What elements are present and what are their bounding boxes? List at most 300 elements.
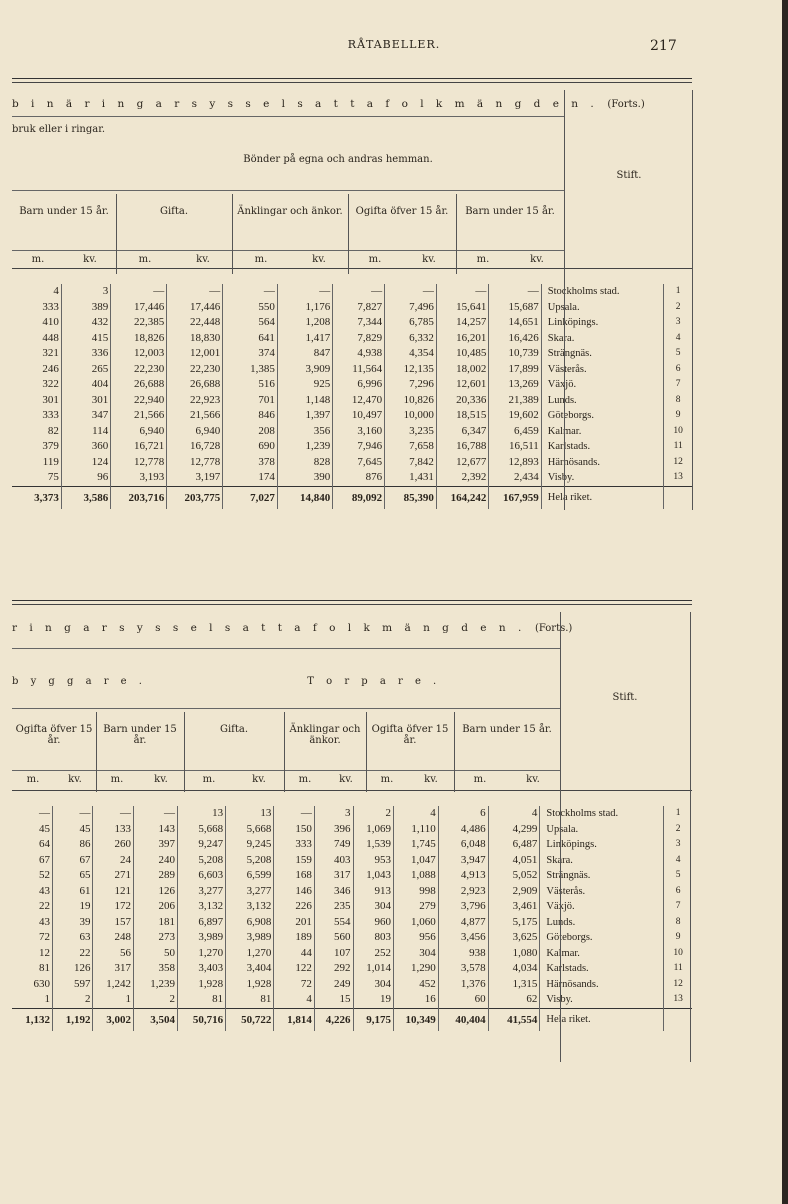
row-number: 5 — [675, 870, 681, 880]
table-cell: 2,392 — [436, 470, 488, 486]
table-cell: 5,668 — [177, 822, 225, 838]
table-cell: 1,080 — [488, 946, 540, 962]
table-cell: 3,235 — [385, 424, 437, 440]
bottom-unit-6: kv. — [252, 774, 266, 785]
table-cell: — — [436, 284, 488, 300]
bottom-unit-1: m. — [26, 774, 40, 785]
table-cell: 43 — [12, 884, 52, 900]
table-cell: 21,566 — [167, 408, 223, 424]
table-cell: 44 — [274, 946, 315, 962]
table-cell: 16,511 — [489, 439, 541, 455]
stift-name: Västerås. — [541, 362, 664, 378]
stift-name: Upsala. — [541, 300, 664, 316]
bottom-subgroup-6: Barn under 15 år. — [462, 724, 552, 735]
stift-name: Lunds. — [541, 393, 664, 409]
top-subgroup-3: Änklingar och änkor. — [237, 206, 343, 217]
table-cell: 3,989 — [226, 930, 274, 946]
table-cell: 938 — [438, 946, 488, 962]
table-cell: 61 — [52, 884, 93, 900]
row-number: 6 — [675, 363, 681, 374]
table-cell: 81 — [177, 992, 225, 1008]
table-cell: 18,830 — [167, 331, 223, 347]
stift-name: Stockholms stad. — [541, 284, 664, 300]
table-cell: 289 — [133, 868, 177, 884]
top-unit-1: m. — [31, 254, 45, 265]
top-unit-10: kv. — [530, 254, 544, 265]
stift-name: Visby. — [541, 470, 664, 486]
table-cell: 3,277 — [226, 884, 274, 900]
table-cell: 52 — [12, 868, 52, 884]
table-cell: 356 — [277, 424, 332, 440]
stift-name: Kalmar. — [541, 424, 664, 440]
top-unit-6: kv. — [312, 254, 326, 265]
table-cell: 1 — [93, 992, 134, 1008]
table-cell: 235 — [314, 899, 353, 915]
stift-name: Skara. — [540, 853, 664, 869]
bottom-unit-4: kv. — [154, 774, 168, 785]
total-cell: 164,242 — [436, 486, 488, 509]
table-cell: 2 — [353, 806, 394, 822]
table-cell: 122 — [274, 961, 315, 977]
table-cell: 22,385 — [111, 315, 167, 331]
bottom-unit-3: m. — [110, 774, 124, 785]
table-cell: 749 — [314, 837, 353, 853]
table-row — [12, 930, 692, 946]
table-cell: — — [12, 806, 52, 822]
stift-name: Skara. — [541, 331, 664, 347]
table-cell: 333 — [274, 837, 315, 853]
table-cell: 22,923 — [167, 393, 223, 409]
table-cell: 3,989 — [177, 930, 225, 946]
table-cell: 3,132 — [226, 899, 274, 915]
row-number: 2 — [675, 301, 681, 312]
stift-name: Upsala. — [540, 822, 664, 838]
table-cell: 21,566 — [111, 408, 167, 424]
table-cell: 22 — [52, 946, 93, 962]
total-cell: 3,586 — [61, 486, 110, 509]
table-cell: 690 — [223, 439, 278, 455]
table-cell: 7,827 — [333, 300, 385, 316]
table-cell: 3,277 — [177, 884, 225, 900]
table-cell: 3,404 — [226, 961, 274, 977]
table-cell: 4,299 — [488, 822, 540, 838]
table-cell: 39 — [52, 915, 93, 931]
table-cell: 10,485 — [436, 346, 488, 362]
table-cell: 22,940 — [111, 393, 167, 409]
table-cell: 415 — [61, 331, 110, 347]
row-number: 3 — [675, 317, 681, 327]
table-cell: — — [385, 284, 437, 300]
table-cell: 64 — [12, 837, 52, 853]
table-cell: 630 — [12, 977, 52, 993]
table-cell: 12 — [12, 946, 52, 962]
total-cell: 14,840 — [277, 486, 332, 509]
row-number: 11 — [673, 441, 683, 451]
table-cell: 201 — [274, 915, 315, 931]
table-cell: 15,641 — [436, 300, 488, 316]
bottom-unit-8: kv. — [339, 774, 353, 785]
table-cell: 7,344 — [333, 315, 385, 331]
table-cell: 157 — [93, 915, 134, 931]
row-number: 8 — [675, 916, 681, 927]
table-cell: 846 — [223, 408, 278, 424]
stift-name: Härnösands. — [541, 455, 664, 471]
table-cell: 6,897 — [177, 915, 225, 931]
table-cell: 913 — [353, 884, 394, 900]
table-row — [12, 393, 692, 409]
row-number: 12 — [673, 456, 683, 467]
top-subgroup-1: Barn under 15 år. — [19, 206, 109, 217]
table-cell: 12,893 — [489, 455, 541, 471]
table-cell: 13 — [177, 806, 225, 822]
table-cell: 960 — [353, 915, 394, 931]
top-stift-header: Stift. — [616, 170, 642, 181]
table-cell: 6,459 — [489, 424, 541, 440]
table-cell: — — [52, 806, 93, 822]
page-running-title: RÅTABELLER. — [347, 38, 441, 51]
top-unit-2: kv. — [83, 254, 97, 265]
table-cell: 2 — [52, 992, 93, 1008]
table-cell: 452 — [394, 977, 439, 993]
table-cell: 7,842 — [385, 455, 437, 471]
stift-name: Växjö. — [540, 899, 664, 915]
table-cell: 1,745 — [394, 837, 439, 853]
table-cell: 1,315 — [488, 977, 540, 993]
table-cell: 3,909 — [277, 362, 332, 378]
table-cell: 1,242 — [93, 977, 134, 993]
top-subgroup-4: Ogifta öfver 15 år. — [355, 206, 449, 217]
top-unit-4: kv. — [196, 254, 210, 265]
table-cell: 6,908 — [226, 915, 274, 931]
stift-name: Strängnäs. — [540, 868, 664, 884]
table-cell: 3,456 — [438, 930, 488, 946]
table-cell: 4 — [274, 992, 315, 1008]
row-number: 11 — [673, 963, 683, 973]
row-number: 10 — [673, 425, 683, 436]
table-row — [12, 806, 692, 822]
table-cell: 1,060 — [394, 915, 439, 931]
table-cell: 17,446 — [167, 300, 223, 316]
table-cell: 410 — [12, 315, 61, 331]
table-cell: 4 — [394, 806, 439, 822]
table-cell: 181 — [133, 915, 177, 931]
table-cell: 133 — [93, 822, 134, 838]
bottom-subgroup-4: Änklingar och änkor. — [289, 724, 361, 746]
table-cell: 208 — [223, 424, 278, 440]
table-cell: 174 — [223, 470, 278, 486]
table-cell: 7,496 — [385, 300, 437, 316]
table-cell: 81 — [226, 992, 274, 1008]
row-number: 13 — [673, 994, 683, 1004]
stift-name: Strängnäs. — [541, 346, 664, 362]
total-row — [12, 486, 692, 509]
bottom-unit-7: m. — [298, 774, 312, 785]
table-cell: 432 — [61, 315, 110, 331]
total-cell: 7,027 — [223, 486, 278, 509]
row-number: 2 — [675, 823, 681, 834]
table-cell: 12,778 — [111, 455, 167, 471]
table-cell: 403 — [314, 853, 353, 869]
table-cell: 347 — [61, 408, 110, 424]
row-number: 12 — [673, 978, 683, 989]
table-row — [12, 346, 692, 362]
table-cell: — — [274, 806, 315, 822]
table-cell: 560 — [314, 930, 353, 946]
table-cell: 4,051 — [488, 853, 540, 869]
table-cell: 273 — [133, 930, 177, 946]
table-cell: 126 — [52, 961, 93, 977]
table-cell: 6,996 — [333, 377, 385, 393]
table-cell: 1,270 — [226, 946, 274, 962]
table-cell: 953 — [353, 853, 394, 869]
table-cell: 26,688 — [167, 377, 223, 393]
table-cell: 146 — [274, 884, 315, 900]
table-cell: 876 — [333, 470, 385, 486]
table-cell: 5,668 — [226, 822, 274, 838]
table-cell: 246 — [12, 362, 61, 378]
total-cell: 10,349 — [394, 1008, 439, 1031]
top-unit-7: m. — [368, 254, 382, 265]
table-cell: 3 — [314, 806, 353, 822]
table-row — [12, 439, 692, 455]
table-cell: 6,599 — [226, 868, 274, 884]
table-cell: 396 — [314, 822, 353, 838]
table-cell: 6 — [438, 806, 488, 822]
table-cell: 4,938 — [333, 346, 385, 362]
bottom-stift-header: Stift. — [612, 692, 638, 703]
bottom-unit-11: m. — [473, 774, 487, 785]
table-cell: 265 — [61, 362, 110, 378]
total-cell: 1,192 — [52, 1008, 93, 1031]
table-cell: 22,448 — [167, 315, 223, 331]
bottom-group-main: T o r p a r e . — [307, 676, 441, 687]
table-cell: 60 — [438, 992, 488, 1008]
table-cell: 1,376 — [438, 977, 488, 993]
table-cell: 3,403 — [177, 961, 225, 977]
table-cell: 124 — [61, 455, 110, 471]
table-row — [12, 992, 692, 1008]
table-cell: 16,788 — [436, 439, 488, 455]
row-number: 9 — [675, 410, 681, 420]
total-cell: 3,504 — [133, 1008, 177, 1031]
table-cell: 6,940 — [111, 424, 167, 440]
table-cell: 3,132 — [177, 899, 225, 915]
table-row — [12, 822, 692, 838]
table-cell: — — [489, 284, 541, 300]
row-number: 7 — [675, 901, 681, 911]
table-cell: 75 — [12, 470, 61, 486]
table-cell: 1,417 — [277, 331, 332, 347]
stift-name: Karlstads. — [540, 961, 664, 977]
total-row — [12, 1008, 692, 1031]
table-cell: 397 — [133, 837, 177, 853]
total-cell: 3,002 — [93, 1008, 134, 1031]
table-cell: 56 — [93, 946, 134, 962]
table-cell: 50 — [133, 946, 177, 962]
total-cell: 1,814 — [274, 1008, 315, 1031]
table-cell: 16 — [394, 992, 439, 1008]
table-cell: 1,270 — [177, 946, 225, 962]
table-cell: 378 — [223, 455, 278, 471]
table-cell: 45 — [12, 822, 52, 838]
table-cell: 143 — [133, 822, 177, 838]
total-cell: 203,775 — [167, 486, 223, 509]
table-cell: 554 — [314, 915, 353, 931]
table-cell: 1,239 — [133, 977, 177, 993]
table-cell: 21,389 — [489, 393, 541, 409]
table-row — [12, 300, 692, 316]
table-cell: 189 — [274, 930, 315, 946]
stift-name: Västerås. — [540, 884, 664, 900]
table-cell: 15,687 — [489, 300, 541, 316]
total-cell: 50,722 — [226, 1008, 274, 1031]
table-cell: 12,135 — [385, 362, 437, 378]
table-cell: 16,426 — [489, 331, 541, 347]
row-number: 1 — [675, 286, 681, 296]
stift-name: Visby. — [540, 992, 664, 1008]
bottom-subgroup-1: Ogifta öfver 15 år. — [15, 724, 93, 746]
table-cell: 803 — [353, 930, 394, 946]
table-cell: 1,539 — [353, 837, 394, 853]
table-cell: 360 — [61, 439, 110, 455]
table-cell: 107 — [314, 946, 353, 962]
table-cell: 1,208 — [277, 315, 332, 331]
table-cell: 4,913 — [438, 868, 488, 884]
table-cell: 67 — [52, 853, 93, 869]
table-cell: 12,778 — [167, 455, 223, 471]
table-cell: 13 — [226, 806, 274, 822]
table-cell: 12,601 — [436, 377, 488, 393]
row-number: 9 — [675, 932, 681, 942]
table-cell: — — [111, 284, 167, 300]
table-cell: 22,230 — [167, 362, 223, 378]
row-number: 8 — [675, 394, 681, 405]
table-cell: 226 — [274, 899, 315, 915]
table-row — [12, 899, 692, 915]
table-cell: 22,230 — [111, 362, 167, 378]
stift-name: Karlstads. — [541, 439, 664, 455]
top-group-left: bruk eller i ringar. — [12, 124, 106, 135]
table-cell: 18,826 — [111, 331, 167, 347]
table-cell: 2 — [133, 992, 177, 1008]
table-cell: 3,796 — [438, 899, 488, 915]
table-cell: 7,946 — [333, 439, 385, 455]
table-cell: 2,909 — [488, 884, 540, 900]
table-cell: 81 — [12, 961, 52, 977]
table-cell: — — [277, 284, 332, 300]
table-cell: 3,578 — [438, 961, 488, 977]
total-cell: 41,554 — [488, 1008, 540, 1031]
table-cell: 168 — [274, 868, 315, 884]
table-row — [12, 915, 692, 931]
table-cell: 322 — [12, 377, 61, 393]
row-number: 7 — [675, 379, 681, 389]
table-cell: 16,201 — [436, 331, 488, 347]
table-cell: 1,047 — [394, 853, 439, 869]
total-cell: 85,390 — [385, 486, 437, 509]
table-cell: 72 — [12, 930, 52, 946]
table-cell: 317 — [93, 961, 134, 977]
table-row — [12, 284, 692, 300]
table-cell: — — [167, 284, 223, 300]
table-cell: 597 — [52, 977, 93, 993]
top-data-table — [12, 284, 692, 509]
table-row — [12, 853, 692, 869]
table-cell: 321 — [12, 346, 61, 362]
table-cell: 7,296 — [385, 377, 437, 393]
top-rule — [12, 78, 692, 79]
table-cell: 925 — [277, 377, 332, 393]
table-row — [12, 455, 692, 471]
table-cell: 304 — [353, 977, 394, 993]
table-cell: 3 — [61, 284, 110, 300]
bottom-unit-2: kv. — [68, 774, 82, 785]
table-cell: 304 — [394, 946, 439, 962]
table-row — [12, 837, 692, 853]
table-cell: 1,069 — [353, 822, 394, 838]
table-cell: 346 — [314, 884, 353, 900]
table-cell: 1,290 — [394, 961, 439, 977]
row-number: 3 — [675, 839, 681, 849]
top-unit-5: m. — [254, 254, 268, 265]
table-row — [12, 470, 692, 486]
table-cell: 10,497 — [333, 408, 385, 424]
table-cell: 292 — [314, 961, 353, 977]
table-cell: 3,461 — [488, 899, 540, 915]
total-label: Hela riket. — [540, 1008, 664, 1031]
table-cell: 1,385 — [223, 362, 278, 378]
table-cell: 1,088 — [394, 868, 439, 884]
table-cell: 240 — [133, 853, 177, 869]
table-cell: 7,658 — [385, 439, 437, 455]
table-cell: 14,257 — [436, 315, 488, 331]
table-cell: 67 — [12, 853, 52, 869]
stift-name: Härnösands. — [540, 977, 664, 993]
stift-name: Stockholms stad. — [540, 806, 664, 822]
table-cell: 19 — [353, 992, 394, 1008]
table-cell: 121 — [93, 884, 134, 900]
table-row — [12, 868, 692, 884]
table-cell: 18,002 — [436, 362, 488, 378]
bottom-caption: r i n g a r s y s s e l s a t t a f o l k m ä n g d e n . (Forts.) — [12, 622, 573, 634]
table-cell: 12,003 — [111, 346, 167, 362]
bottom-subgroup-5: Ogifta öfver 15 år. — [371, 724, 449, 746]
table-cell: 6,940 — [167, 424, 223, 440]
table-row — [12, 884, 692, 900]
total-label: Hela riket. — [541, 486, 664, 509]
table-cell: 252 — [353, 946, 394, 962]
table-row — [12, 977, 692, 993]
table-cell: 333 — [12, 300, 61, 316]
top-subgroup-2: Gifta. — [159, 206, 189, 217]
table-cell: 641 — [223, 331, 278, 347]
table-cell: 956 — [394, 930, 439, 946]
bottom-unit-5: m. — [202, 774, 216, 785]
table-cell: 847 — [277, 346, 332, 362]
table-cell: 550 — [223, 300, 278, 316]
table-cell: 564 — [223, 315, 278, 331]
table-cell: 43 — [12, 915, 52, 931]
table-row — [12, 331, 692, 347]
table-cell: 5,208 — [177, 853, 225, 869]
table-cell: 271 — [93, 868, 134, 884]
table-cell: 4,034 — [488, 961, 540, 977]
table-cell: 13,269 — [489, 377, 541, 393]
table-row — [12, 408, 692, 424]
table-cell: 701 — [223, 393, 278, 409]
table-cell: 390 — [277, 470, 332, 486]
table-cell: 3,160 — [333, 424, 385, 440]
